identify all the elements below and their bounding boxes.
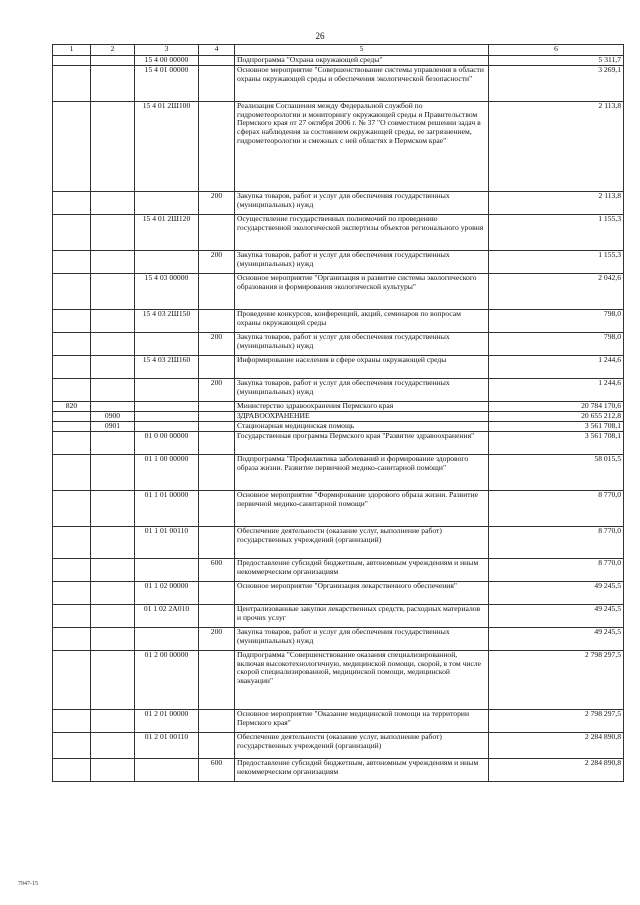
amount-cell: 49 245,5 — [489, 628, 624, 651]
expense-type-cell — [199, 651, 235, 710]
amount-cell: 20 784 170,6 — [489, 402, 624, 412]
department-code-cell — [53, 102, 91, 192]
expense-type-cell: 200 — [199, 251, 235, 274]
target-article-cell — [135, 759, 199, 782]
table-row — [53, 759, 624, 782]
column-header: 4 — [199, 45, 235, 56]
description-cell: Государственная программа Пермского края "Развитие здравоохранения" — [235, 432, 489, 455]
expense-type-cell — [199, 422, 235, 432]
expense-type-cell — [199, 733, 235, 759]
table-row — [53, 733, 624, 759]
target-article-cell: 01 1 01 00110 — [135, 527, 199, 559]
expense-type-cell — [199, 56, 235, 66]
target-article-cell: 01 1 01 00000 — [135, 491, 199, 527]
section-code-cell — [91, 215, 135, 251]
amount-cell: 798,0 — [489, 333, 624, 356]
target-article-cell: 01 1 02 2А010 — [135, 605, 199, 628]
amount-cell: 58 015,5 — [489, 455, 624, 491]
table-row — [53, 379, 624, 402]
expense-type-cell — [199, 491, 235, 527]
table-row — [53, 412, 624, 422]
description-cell: Подпрограмма "Охрана окружающей среды" — [235, 56, 489, 66]
target-article-cell: 15 4 00 00000 — [135, 56, 199, 66]
section-code-cell — [91, 733, 135, 759]
department-code-cell — [53, 56, 91, 66]
amount-cell: 3 561 708,1 — [489, 422, 624, 432]
description-cell: Основное мероприятие "Формирование здорового образа жизни. Развитие первичной медико-санитарной помощи" — [235, 491, 489, 527]
section-code-cell — [91, 274, 135, 310]
amount-cell: 3 269,1 — [489, 66, 624, 102]
amount-cell: 8 770,0 — [489, 491, 624, 527]
amount-cell: 2 284 890,8 — [489, 759, 624, 782]
description-cell: Министерство здравоохранения Пермского края — [235, 402, 489, 412]
department-code-cell — [53, 651, 91, 710]
target-article-cell — [135, 333, 199, 356]
table-row — [53, 628, 624, 651]
description-cell: Подпрограмма "Профилактика заболеваний и формирование здорового образа жизни. Развитие первичной медико-санитарной помощи" — [235, 455, 489, 491]
amount-cell: 20 655 212,8 — [489, 412, 624, 422]
table-row — [53, 455, 624, 491]
section-code-cell — [91, 527, 135, 559]
target-article-cell — [135, 628, 199, 651]
expense-type-cell — [199, 215, 235, 251]
department-code-cell — [53, 310, 91, 333]
department-code-cell — [53, 455, 91, 491]
table-row — [53, 491, 624, 527]
section-code-cell — [91, 605, 135, 628]
department-code-cell — [53, 733, 91, 759]
description-cell: Централизованные закупки лекарственных средств, расходных материалов и прочих услуг — [235, 605, 489, 628]
target-article-cell — [135, 251, 199, 274]
description-cell: Стационарная медицинская помощь — [235, 422, 489, 432]
target-article-cell: 01 2 01 00110 — [135, 733, 199, 759]
table-row — [53, 102, 624, 192]
section-code-cell — [91, 356, 135, 379]
expense-type-cell — [199, 412, 235, 422]
expense-type-cell — [199, 455, 235, 491]
description-cell: Осуществление государственных полномочий по проведению государственной экологической экспертизы объектов регионального уровня — [235, 215, 489, 251]
department-code-cell — [53, 491, 91, 527]
description-cell: Предоставление субсидий бюджетным, автономным учреждениям и иным некоммерческим организациям — [235, 759, 489, 782]
expense-type-cell — [199, 402, 235, 412]
amount-cell: 49 245,5 — [489, 582, 624, 605]
department-code-cell — [53, 422, 91, 432]
expense-type-cell — [199, 527, 235, 559]
section-code-cell — [91, 651, 135, 710]
table-row — [53, 527, 624, 559]
amount-cell: 8 770,0 — [489, 559, 624, 582]
expense-type-cell — [199, 274, 235, 310]
table-row — [53, 710, 624, 733]
description-cell: Основное мероприятие "Оказание медицинской помощи на территории Пермского края" — [235, 710, 489, 733]
target-article-cell: 15 4 03 2Ш150 — [135, 310, 199, 333]
amount-cell: 5 311,7 — [489, 56, 624, 66]
section-code-cell — [91, 559, 135, 582]
table-row — [53, 651, 624, 710]
description-cell: Предоставление субсидий бюджетным, автономным учреждениям и иным некоммерческим организациям — [235, 559, 489, 582]
table-row — [53, 310, 624, 333]
description-cell: Закупка товаров, работ и услуг для обеспечения государственных (муниципальных) нужд — [235, 333, 489, 356]
section-code-cell — [91, 310, 135, 333]
expense-type-cell: 200 — [199, 628, 235, 651]
budget-table — [52, 44, 624, 782]
amount-cell: 2 113,8 — [489, 192, 624, 215]
description-cell: Проведение конкурсов, конференций, акций, семинаров по вопросам охраны окружающей среды — [235, 310, 489, 333]
target-article-cell: 01 1 00 00000 — [135, 455, 199, 491]
section-code-cell — [91, 432, 135, 455]
description-cell: Подпрограмма "Совершенствование оказания специализированной, включая высокотехнологичную, медицинской помощи, скорой, в том числе скорой специализированной, медицинской помощи, медицинской эвакуации" — [235, 651, 489, 710]
target-article-cell: 15 4 03 2Ш160 — [135, 356, 199, 379]
department-code-cell — [53, 251, 91, 274]
expense-type-cell — [199, 356, 235, 379]
table-row — [53, 582, 624, 605]
amount-cell: 1 244,6 — [489, 356, 624, 379]
expense-type-cell — [199, 605, 235, 628]
column-header: 1 — [53, 45, 91, 56]
amount-cell: 1 244,6 — [489, 379, 624, 402]
table-row — [53, 402, 624, 412]
department-code-cell — [53, 759, 91, 782]
amount-cell: 8 770,0 — [489, 527, 624, 559]
department-code-cell — [53, 333, 91, 356]
target-article-cell: 01 2 00 00000 — [135, 651, 199, 710]
table-row — [53, 605, 624, 628]
department-code-cell — [53, 710, 91, 733]
table-row — [53, 56, 624, 66]
amount-cell: 1 155,3 — [489, 215, 624, 251]
amount-cell: 2 113,8 — [489, 102, 624, 192]
department-code-cell — [53, 356, 91, 379]
expense-type-cell — [199, 102, 235, 192]
table-row — [53, 274, 624, 310]
description-cell: Закупка товаров, работ и услуг для обеспечения государственных (муниципальных) нужд — [235, 251, 489, 274]
description-cell: Обеспечение деятельности (оказание услуг, выполнение работ) государственных учреждений (организаций) — [235, 527, 489, 559]
department-code-cell — [53, 432, 91, 455]
department-code-cell — [53, 582, 91, 605]
expense-type-cell — [199, 66, 235, 102]
description-cell: Закупка товаров, работ и услуг для обеспечения государственных (муниципальных) нужд — [235, 379, 489, 402]
description-cell: Закупка товаров, работ и услуг для обеспечения государственных (муниципальных) нужд — [235, 192, 489, 215]
department-code-cell — [53, 274, 91, 310]
target-article-cell — [135, 192, 199, 215]
section-code-cell — [91, 102, 135, 192]
table-row — [53, 422, 624, 432]
description-cell: Основное мероприятие "Организация и развитие системы экологического образования и формирования экологической культуры" — [235, 274, 489, 310]
amount-cell: 1 155,3 — [489, 251, 624, 274]
section-code-cell — [91, 710, 135, 733]
section-code-cell — [91, 455, 135, 491]
table-row — [53, 432, 624, 455]
section-code-cell — [91, 759, 135, 782]
department-code-cell — [53, 628, 91, 651]
column-header: 5 — [235, 45, 489, 56]
section-code-cell — [91, 251, 135, 274]
target-article-cell: 15 4 01 2Ш100 — [135, 102, 199, 192]
amount-cell: 49 245,5 — [489, 605, 624, 628]
header-row — [53, 45, 624, 56]
target-article-cell — [135, 402, 199, 412]
expense-type-cell: 200 — [199, 333, 235, 356]
target-article-cell: 01 2 01 00000 — [135, 710, 199, 733]
column-header: 3 — [135, 45, 199, 56]
department-code-cell — [53, 412, 91, 422]
table-row — [53, 66, 624, 102]
section-code-cell — [91, 379, 135, 402]
column-header: 6 — [489, 45, 624, 56]
target-article-cell — [135, 412, 199, 422]
department-code-cell — [53, 379, 91, 402]
amount-cell: 2 798 297,5 — [489, 651, 624, 710]
target-article-cell: 15 4 01 2Ш120 — [135, 215, 199, 251]
column-header: 2 — [91, 45, 135, 56]
department-code-cell — [53, 605, 91, 628]
expense-type-cell — [199, 710, 235, 733]
amount-cell: 2 284 890,8 — [489, 733, 624, 759]
description-cell: Обеспечение деятельности (оказание услуг, выполнение работ) государственных учреждений (организаций) — [235, 733, 489, 759]
department-code-cell: 820 — [53, 402, 91, 412]
section-code-cell — [91, 582, 135, 605]
section-code-cell — [91, 628, 135, 651]
description-cell: Информирование населения в сфере охраны окружающей среды — [235, 356, 489, 379]
target-article-cell — [135, 422, 199, 432]
expense-type-cell — [199, 432, 235, 455]
target-article-cell: 01 1 02 00000 — [135, 582, 199, 605]
expense-type-cell: 600 — [199, 759, 235, 782]
description-cell: Закупка товаров, работ и услуг для обеспечения государственных (муниципальных) нужд — [235, 628, 489, 651]
description-cell: Реализация Соглашения между Федеральной службой по гидрометеорологии и мониторингу окружающей среды и Правительством Пермского края от 27 октября 2006 г. № 37 "О совместном решении задач в сферах наблюдения за состоянием окружающей среды, ее загрязнением, гидрометеорологии и смежных с ней областях в Пермском крае" — [235, 102, 489, 192]
table-row — [53, 215, 624, 251]
section-code-cell — [91, 66, 135, 102]
department-code-cell — [53, 559, 91, 582]
description-cell: Основное мероприятие "Организация лекарственного обеспечения" — [235, 582, 489, 605]
table-row — [53, 251, 624, 274]
target-article-cell: 15 4 01 00000 — [135, 66, 199, 102]
section-code-cell: 0901 — [91, 422, 135, 432]
section-code-cell: 0900 — [91, 412, 135, 422]
section-code-cell — [91, 333, 135, 356]
table-row — [53, 356, 624, 379]
table-row — [53, 192, 624, 215]
department-code-cell — [53, 215, 91, 251]
expense-type-cell: 200 — [199, 192, 235, 215]
table-row — [53, 559, 624, 582]
section-code-cell — [91, 192, 135, 215]
target-article-cell — [135, 379, 199, 402]
page-number: 26 — [315, 31, 325, 41]
amount-cell: 2 042,6 — [489, 274, 624, 310]
description-cell: ЗДРАВООХРАНЕНИЕ — [235, 412, 489, 422]
department-code-cell — [53, 527, 91, 559]
section-code-cell — [91, 491, 135, 527]
section-code-cell — [91, 56, 135, 66]
expense-type-cell — [199, 310, 235, 333]
footer-code: 7947-15 — [18, 881, 38, 887]
target-article-cell — [135, 559, 199, 582]
amount-cell: 3 561 708,1 — [489, 432, 624, 455]
section-code-cell — [91, 402, 135, 412]
target-article-cell: 01 0 00 00000 — [135, 432, 199, 455]
description-cell: Основное мероприятие "Совершенствование системы управления в области охраны окружающей среды и обеспечения экологической безопасности" — [235, 66, 489, 102]
department-code-cell — [53, 66, 91, 102]
expense-type-cell: 200 — [199, 379, 235, 402]
amount-cell: 798,0 — [489, 310, 624, 333]
amount-cell: 2 798 297,5 — [489, 710, 624, 733]
table-row — [53, 333, 624, 356]
expense-type-cell: 600 — [199, 559, 235, 582]
target-article-cell: 15 4 03 00000 — [135, 274, 199, 310]
expense-type-cell — [199, 582, 235, 605]
department-code-cell — [53, 192, 91, 215]
